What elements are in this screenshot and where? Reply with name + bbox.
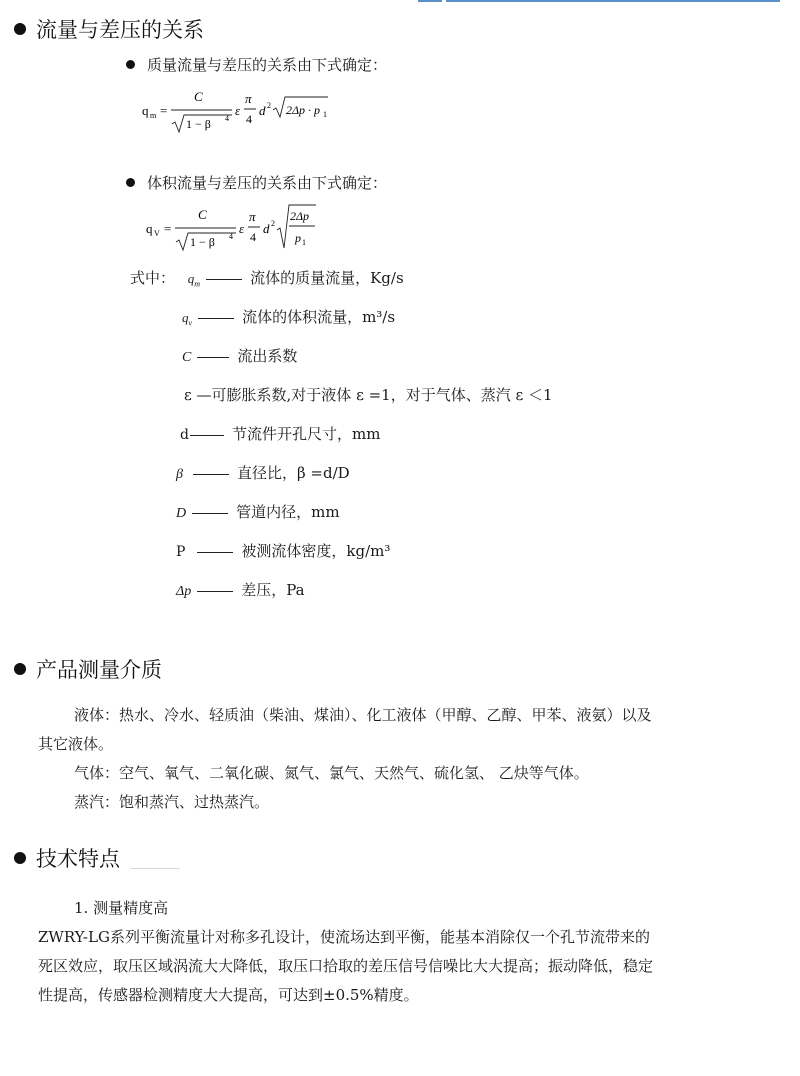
- definition-text: 节流件开孔尺寸，mm: [231, 425, 381, 443]
- formula-equals: =: [160, 103, 168, 118]
- definition-d: [180, 423, 380, 444]
- formula-mass-root-sub: 1: [323, 110, 327, 119]
- formula-vol-numerator: 2Δp: [290, 209, 310, 223]
- definition-text: 管道内径，mm: [236, 503, 340, 521]
- formula-qm: q: [142, 103, 149, 118]
- formula-mass-root: 2Δp · p: [286, 103, 321, 117]
- section-title: 技术特点: [36, 847, 120, 871]
- definition-symbol: d: [180, 427, 189, 443]
- formula-c: C: [194, 89, 203, 104]
- definition-symbol: C: [182, 350, 192, 365]
- definitions-lead: 式中：: [130, 269, 176, 287]
- mass-flow-intro: [126, 54, 387, 75]
- formula-sqrt-beta: 1 − β: [186, 117, 211, 131]
- top-accent-segment: [418, 0, 442, 2]
- volume-flow-formula: [140, 202, 360, 261]
- section-title: 流量与差压的关系: [36, 18, 204, 42]
- bullet-icon: [14, 23, 26, 35]
- formula-sqrt-beta: 1 − β: [190, 235, 215, 249]
- definition-density: [176, 540, 390, 561]
- formula-beta-exp: 4: [225, 114, 229, 123]
- formula-d: d: [259, 103, 266, 118]
- media-liquid-line: 液体：热水、冷水、轻质油（柴油、煤油）、化工液体（甲醇、乙醇、甲苯、液氨）以及: [74, 706, 652, 724]
- formula-qm-sub: m: [150, 111, 157, 120]
- formula-equals: =: [164, 221, 172, 236]
- definition-diameter: [176, 501, 340, 522]
- volume-flow-intro: [126, 172, 387, 193]
- definition-symbol: P: [176, 544, 186, 560]
- definition-text: 直径比，β =d/D: [236, 464, 350, 482]
- feature-text-line: 性提高，传感器检测精度大大提高，可达到±0.5%精度。: [38, 986, 419, 1004]
- mass-flow-intro-text: 质量流量与差压的关系由下式确定：: [147, 56, 388, 74]
- formula-beta-exp: 4: [229, 232, 233, 241]
- definition-symbol: D: [176, 506, 187, 521]
- formula-c: C: [198, 207, 207, 222]
- feature-text-line: ZWRY-LG系列平衡流量计对称多孔设计，使流场达到平衡，能基本消除仅一个孔节流带来的: [38, 928, 650, 946]
- formula-qv: q: [146, 221, 153, 236]
- formula-four: 4: [246, 112, 252, 126]
- definition-text: 流出系数: [237, 347, 298, 365]
- feature-text-line: 死区效应，取压区域涡流大大降低，取压口拾取的差压信号信噪比大大提高；振动降低，稳定: [38, 957, 654, 975]
- top-accent-bar: [418, 0, 780, 3]
- media-gas-line: 气体：空气、氧气、二氧化碳、氮气、氯气、天然气、硫化氢、 乙炔等气体。: [74, 764, 589, 782]
- definition-qv: $q_v$ 流体的体积流量，m³/s: [182, 308, 396, 328]
- features-paragraph: [38, 894, 773, 1010]
- formula-d-exp: 2: [271, 219, 275, 228]
- formula-vol-denominator-sub: 1: [302, 238, 306, 247]
- formula-d-exp: 2: [267, 101, 271, 110]
- definition-epsilon: [184, 384, 553, 405]
- formula-epsilon: ε: [239, 221, 245, 236]
- definition-c: [182, 345, 297, 366]
- formula-pi: π: [249, 209, 256, 224]
- formula-vol-denominator: p: [295, 231, 301, 245]
- divider: [130, 868, 180, 869]
- media-steam-line: 蒸汽：饱和蒸汽、过热蒸汽。: [74, 793, 270, 811]
- definition-text: 流体的体积流量，m³/s: [242, 308, 396, 326]
- bullet-icon: [14, 852, 26, 864]
- bullet-icon: [126, 178, 135, 187]
- section-title: 产品测量介质: [36, 658, 162, 682]
- definition-symbol: β: [176, 467, 183, 482]
- section-heading-relation: [14, 14, 204, 44]
- definition-symbol: Δp: [176, 584, 192, 599]
- section-heading-media: [14, 654, 162, 684]
- formula-epsilon: ε: [235, 103, 241, 118]
- mass-flow-formula: [140, 84, 360, 143]
- definition-text: 被测流体密度，kg/m³: [241, 542, 391, 560]
- definition-delta-p: [176, 579, 305, 600]
- formula-pi: π: [245, 91, 252, 106]
- formula-four: 4: [250, 230, 256, 244]
- formula-qv-sub: V: [154, 229, 160, 238]
- definition-text: ε —可膨胀系数,对于液体 ε =1，对于气体、蒸汽 ε ＜1: [184, 386, 553, 404]
- media-liquid-line: 其它液体。: [38, 735, 114, 753]
- definition-beta: [176, 462, 350, 483]
- section-heading-features: [14, 843, 120, 873]
- definition-qm: 式中： $q_m$ 流体的质量流量，Kg/s: [130, 269, 404, 289]
- formula-d: d: [263, 221, 270, 236]
- feature-title: 1. 测量精度高: [74, 899, 169, 917]
- top-accent-line: [446, 0, 780, 2]
- media-paragraph: [38, 701, 773, 817]
- bullet-icon: [14, 663, 26, 675]
- definition-text: 差压，Pa: [241, 581, 305, 599]
- bullet-icon: [126, 60, 135, 69]
- volume-flow-intro-text: 体积流量与差压的关系由下式确定：: [147, 174, 388, 192]
- definition-text: 流体的质量流量，Kg/s: [250, 269, 404, 287]
